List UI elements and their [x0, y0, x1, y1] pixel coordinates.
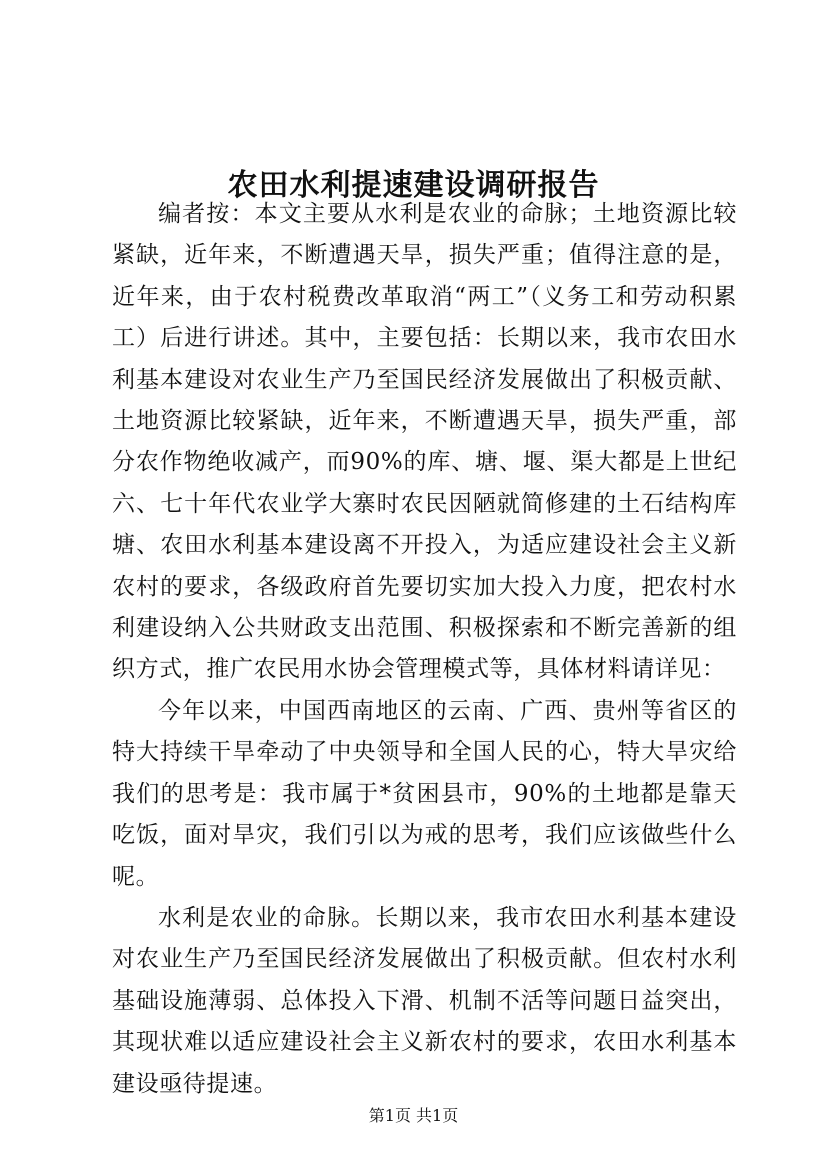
document-title: 农田水利提速建设调研报告 [227, 168, 600, 204]
document-body [112, 194, 737, 1105]
paragraph-water-conservancy: 水利是农业的命脉。长期以来，我市农田水利基本建设对农业生产乃至国民经济发展做出了积极贡献。但农村水利基础设施薄弱、总体投入下滑、机制不活等问题日益突出，其现状难以适应建设社会主义新农村的要求，农田水利基本建设亟待提速。 [112, 904, 737, 1097]
paragraph-drought: 今年以来，中国西南地区的云南、广西、贵州等省区的特大持续干旱牵动了中央领导和全国人民的心，特大旱灾给我们的思考是：我市属于*贫困县市，90%的土地都是靠天吃饭，面对旱灾，我们引以为戒的思考，我们应该做些什么呢。 [112, 697, 737, 890]
page-footer: 第1页 共1页 [368, 1106, 459, 1125]
paragraph-editor-note: 编者按：本文主要从水利是农业的命脉；土地资源比较紧缺，近年来，不断遭遇天旱，损失严重；值得注意的是，近年来，由于农村税费改革取消“两工”（义务工和劳动积累工）后进行讲述。其中，主要包括：长期以来，我市农田水利基本建设对农业生产乃至国民经济发展做出了积极贡献、土地资源比较紧缺，近年来，不断遭遇天旱，损失严重，部分农作物绝收减产，而90%的库、塘、堰、渠大都是上世纪六、七十年代农业学大寨时农民因陋就简修建的土石结构库塘、农田水利基本建设离不开投入，为适应建设社会主义新农村的要求，各级政府首先要切实加大投入力度，把农村水利建设纳入公共财政支出范围、积极探索和不断完善新的组织方式，推广农民用水协会管理模式等，具体材料请详见： [112, 201, 737, 683]
